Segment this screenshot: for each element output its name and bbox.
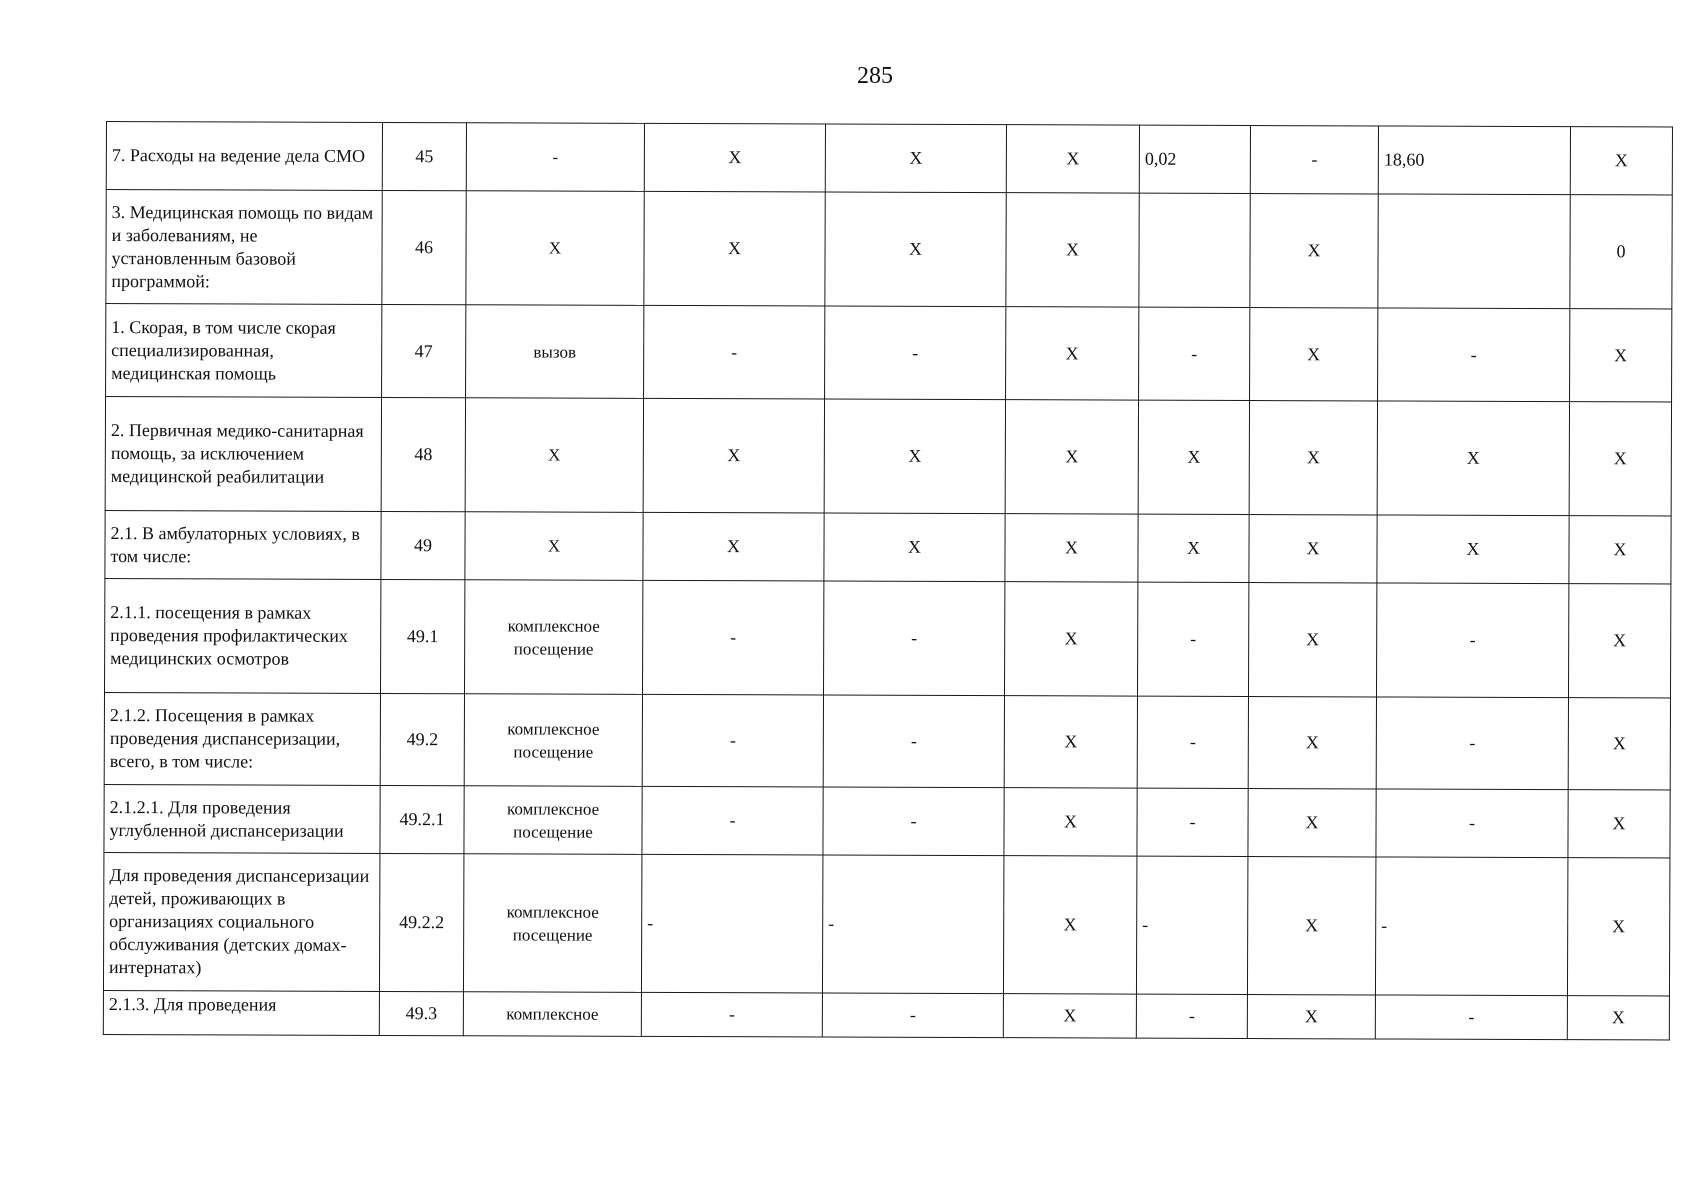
cell-c8: Х	[1249, 514, 1377, 582]
table-row	[106, 122, 1672, 195]
cell-c4: Х	[643, 512, 824, 581]
row-name: 2.1.3. Для проведения	[103, 990, 379, 1035]
cost-table	[103, 121, 1673, 1040]
cell-c8: Х	[1248, 582, 1376, 696]
row-number: 45	[382, 122, 466, 190]
cell-c6: Х	[1005, 400, 1138, 514]
table-row	[104, 784, 1670, 857]
row-unit: комплексное посещение	[464, 694, 642, 787]
row-unit: Х	[466, 191, 644, 306]
cell-c10: Х	[1569, 402, 1671, 516]
cell-c10: Х	[1570, 127, 1672, 195]
cell-c9: -	[1375, 995, 1567, 1040]
cell-c8: Х	[1247, 994, 1375, 1038]
cell-c9: Х	[1377, 515, 1569, 584]
cell-c10: 0	[1570, 195, 1672, 309]
cell-c4: -	[642, 786, 823, 855]
cell-c7: Х	[1138, 514, 1249, 582]
row-number: 49.3	[379, 991, 463, 1035]
cell-c9: -	[1378, 308, 1570, 402]
cell-c6: Х	[1006, 307, 1139, 400]
cell-c10: Х	[1567, 996, 1669, 1040]
cell-c7: -	[1136, 994, 1247, 1038]
table-row	[103, 990, 1669, 1039]
row-name: 2.1. В амбулаторных условиях, в том числе:	[105, 510, 381, 579]
table-row	[103, 852, 1669, 995]
cell-c10: Х	[1568, 790, 1670, 858]
cell-c5: -	[825, 306, 1006, 400]
cell-c10: Х	[1568, 584, 1670, 698]
cell-c4: Х	[644, 123, 825, 192]
table-row	[105, 510, 1671, 583]
cell-c10: Х	[1570, 309, 1672, 402]
row-unit: комплексное посещение	[465, 580, 643, 695]
cell-c9: -	[1376, 789, 1568, 858]
cell-c10: Х	[1568, 698, 1670, 790]
table-row	[106, 190, 1672, 309]
cell-c7: 0,02	[1139, 125, 1250, 193]
cell-c9: -	[1375, 857, 1567, 996]
cell-c7: -	[1136, 856, 1247, 994]
cell-c8: -	[1250, 125, 1378, 193]
cell-c7: -	[1137, 696, 1248, 788]
cell-c5: -	[823, 787, 1004, 856]
cell-c7: -	[1137, 788, 1248, 856]
cell-c8: Х	[1249, 400, 1377, 514]
row-name: 2. Первичная медико-санитарная помощь, за исключением медицинской реабилитации	[105, 397, 381, 512]
cell-c4: Х	[644, 191, 825, 306]
row-name: 3. Медицинская помощь по видам и заболеваниям, не установленным базовой программой:	[106, 190, 382, 305]
table-row	[104, 692, 1670, 789]
cell-c6: Х	[1003, 856, 1136, 994]
cell-c6: Х	[1005, 514, 1138, 582]
row-number: 49	[381, 511, 465, 579]
cell-c9: Х	[1377, 401, 1569, 516]
row-unit: -	[466, 123, 644, 192]
row-name: 1. Скорая, в том числе скорая специализированная, медицинская помощь	[106, 304, 382, 398]
cell-c4: -	[642, 694, 823, 787]
cell-c5: Х	[825, 192, 1006, 307]
table-row	[105, 578, 1671, 697]
row-number: 49.2.2	[379, 853, 463, 991]
cell-c9: -	[1376, 583, 1568, 698]
row-unit: комплексное посещение	[464, 786, 642, 855]
cell-c6: Х	[1006, 193, 1139, 307]
cell-c5: -	[822, 993, 1003, 1038]
cell-c6: Х	[1004, 788, 1137, 856]
cell-c6: Х	[1004, 582, 1137, 696]
cell-c5: -	[822, 855, 1003, 994]
row-number: 47	[382, 304, 466, 397]
row-name: Для проведения диспансеризации детей, проживающих в организациях социального обслуживания (детских домах-интернатах)	[103, 852, 379, 991]
cell-c7: -	[1139, 307, 1250, 400]
cell-c9: -	[1376, 697, 1568, 790]
cell-c9	[1378, 194, 1570, 309]
cell-c4: -	[644, 305, 825, 399]
cell-c9: 18,60	[1378, 126, 1570, 195]
row-number: 49.2.1	[380, 785, 464, 853]
row-number: 49.2	[380, 693, 464, 785]
row-name: 2.1.1. посещения в рамках проведения профилактических медицинских осмотров	[105, 578, 381, 693]
cell-c7	[1139, 193, 1250, 307]
page-number: 285	[857, 63, 893, 89]
row-unit: комплексное посещение	[463, 854, 641, 993]
cell-c7: Х	[1138, 400, 1249, 514]
cell-c10: Х	[1567, 858, 1669, 996]
row-unit: вызов	[466, 305, 644, 399]
cell-c4: Х	[643, 398, 824, 513]
cell-c8: Х	[1250, 193, 1378, 307]
table-row	[106, 304, 1672, 402]
cell-c7: -	[1137, 582, 1248, 696]
cell-c6: Х	[1003, 994, 1136, 1038]
row-unit: комплексное	[463, 992, 641, 1037]
row-number: 46	[382, 190, 466, 304]
cell-c4: -	[643, 580, 824, 695]
cell-c6: Х	[1004, 696, 1137, 788]
cell-c5: Х	[824, 399, 1005, 514]
cell-c8: Х	[1250, 307, 1378, 400]
row-unit: Х	[465, 512, 643, 581]
cell-c4: -	[641, 992, 822, 1037]
cell-c5: -	[824, 581, 1005, 696]
row-number: 48	[381, 397, 465, 511]
row-name: 2.1.2.1. Для проведения углубленной диспансеризации	[104, 784, 380, 853]
cell-c4: -	[641, 854, 822, 993]
cell-c6: Х	[1006, 125, 1139, 193]
cell-c10: Х	[1569, 516, 1671, 584]
row-unit: Х	[465, 398, 643, 513]
cell-c5: -	[823, 695, 1004, 788]
cell-c5: Х	[824, 513, 1005, 582]
row-number: 49.1	[381, 579, 465, 693]
cell-c8: Х	[1248, 788, 1376, 856]
cell-c8: Х	[1248, 696, 1376, 788]
row-name: 2.1.2. Посещения в рамках проведения диспансеризации, всего, в том числе:	[104, 692, 380, 785]
table-row	[105, 397, 1671, 516]
cell-c5: Х	[825, 124, 1006, 193]
cell-c8: Х	[1247, 856, 1375, 994]
row-name: 7. Расходы на ведение дела СМО	[106, 122, 382, 191]
